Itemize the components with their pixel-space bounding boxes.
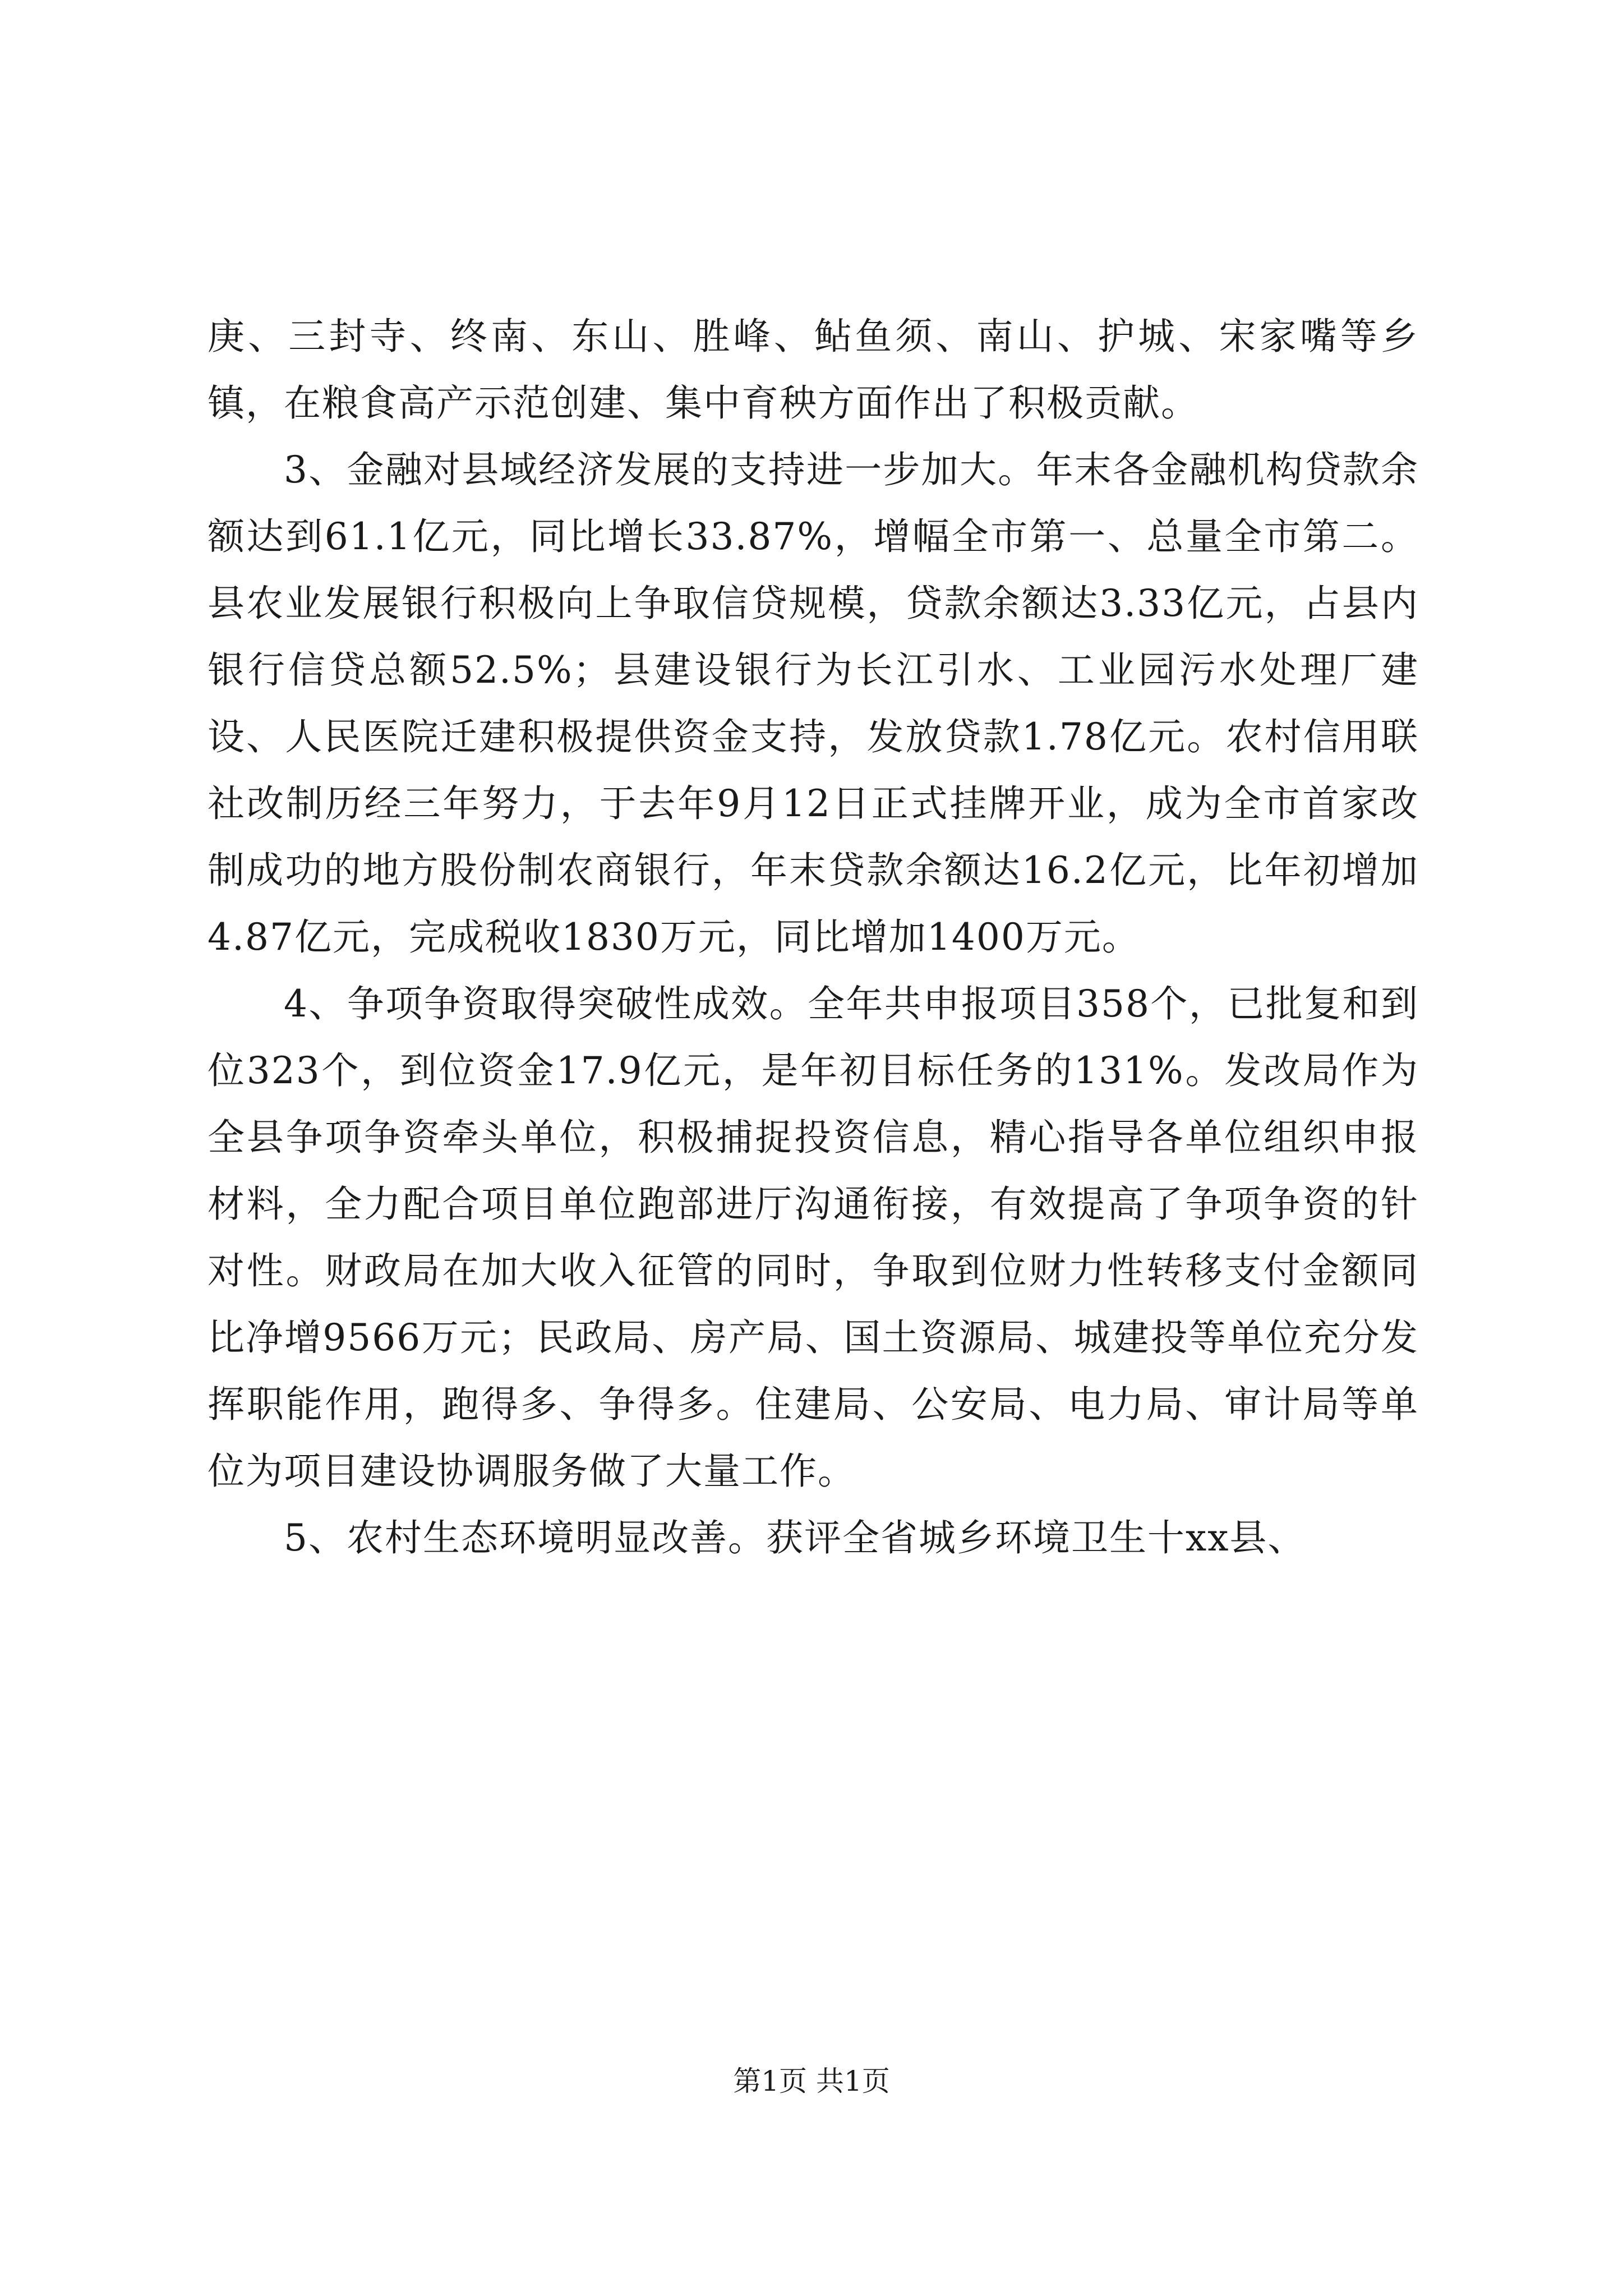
document-body xyxy=(208,303,1419,1571)
paragraph-projects-funding: 4、争项争资取得突破性成效。全年共申报项目358个，已批复和到位323个，到位资金17.9亿元，是年初目标任务的131%。发改局作为全县争项争资牵头单位，积极捕捉投资信息，精心指导各单位组织申报材料，全力配合项目单位跑部进厅沟通衔接，有效提高了争项争资的针对性。财政局在加大收入征管的同时，争取到位财力性转移支付金额同比净增9566万元；民政局、房产局、国土资源局、城建投等单位充分发挥职能作用，跑得多、争得多。住建局、公安局、电力局、审计局等单位为项目建设协调服务做了大量工作。 xyxy=(208,982,1419,1493)
paragraph-finance: 3、金融对县域经济发展的支持进一步加大。年末各金融机构贷款余额达到61.1亿元，同比增长33.87%，增幅全市第一、总量全市第二。县农业发展银行积极向上争取信贷规模，贷款余额达3.33亿元，占县内银行信贷总额52.5%；县建设银行为长江引水、工业园污水处理厂建设、人民医院迁建积极提供资金支持，发放贷款1.78亿元。农村信用联社改制历经三年努力，于去年9月12日正式挂牌开业，成为全市首家改制成功的地方股份制农商银行，年末贷款余额达16.2亿元，比年初增加4.87亿元，完成税收1830万元，同比增加1400万元。 xyxy=(208,448,1419,959)
paragraph-continuation: 庚、三封寺、终南、东山、胜峰、鲇鱼须、南山、护城、宋家嘴等乡镇，在粮食高产示范创建、集中育秧方面作出了积极贡献。 xyxy=(208,315,1419,425)
page-footer: 第1页 共1页 xyxy=(733,2065,890,2097)
paragraph-rural-environment: 5、农村生态环境明显改善。获评全省城乡环境卫生十xx县、 xyxy=(284,1516,1306,1559)
